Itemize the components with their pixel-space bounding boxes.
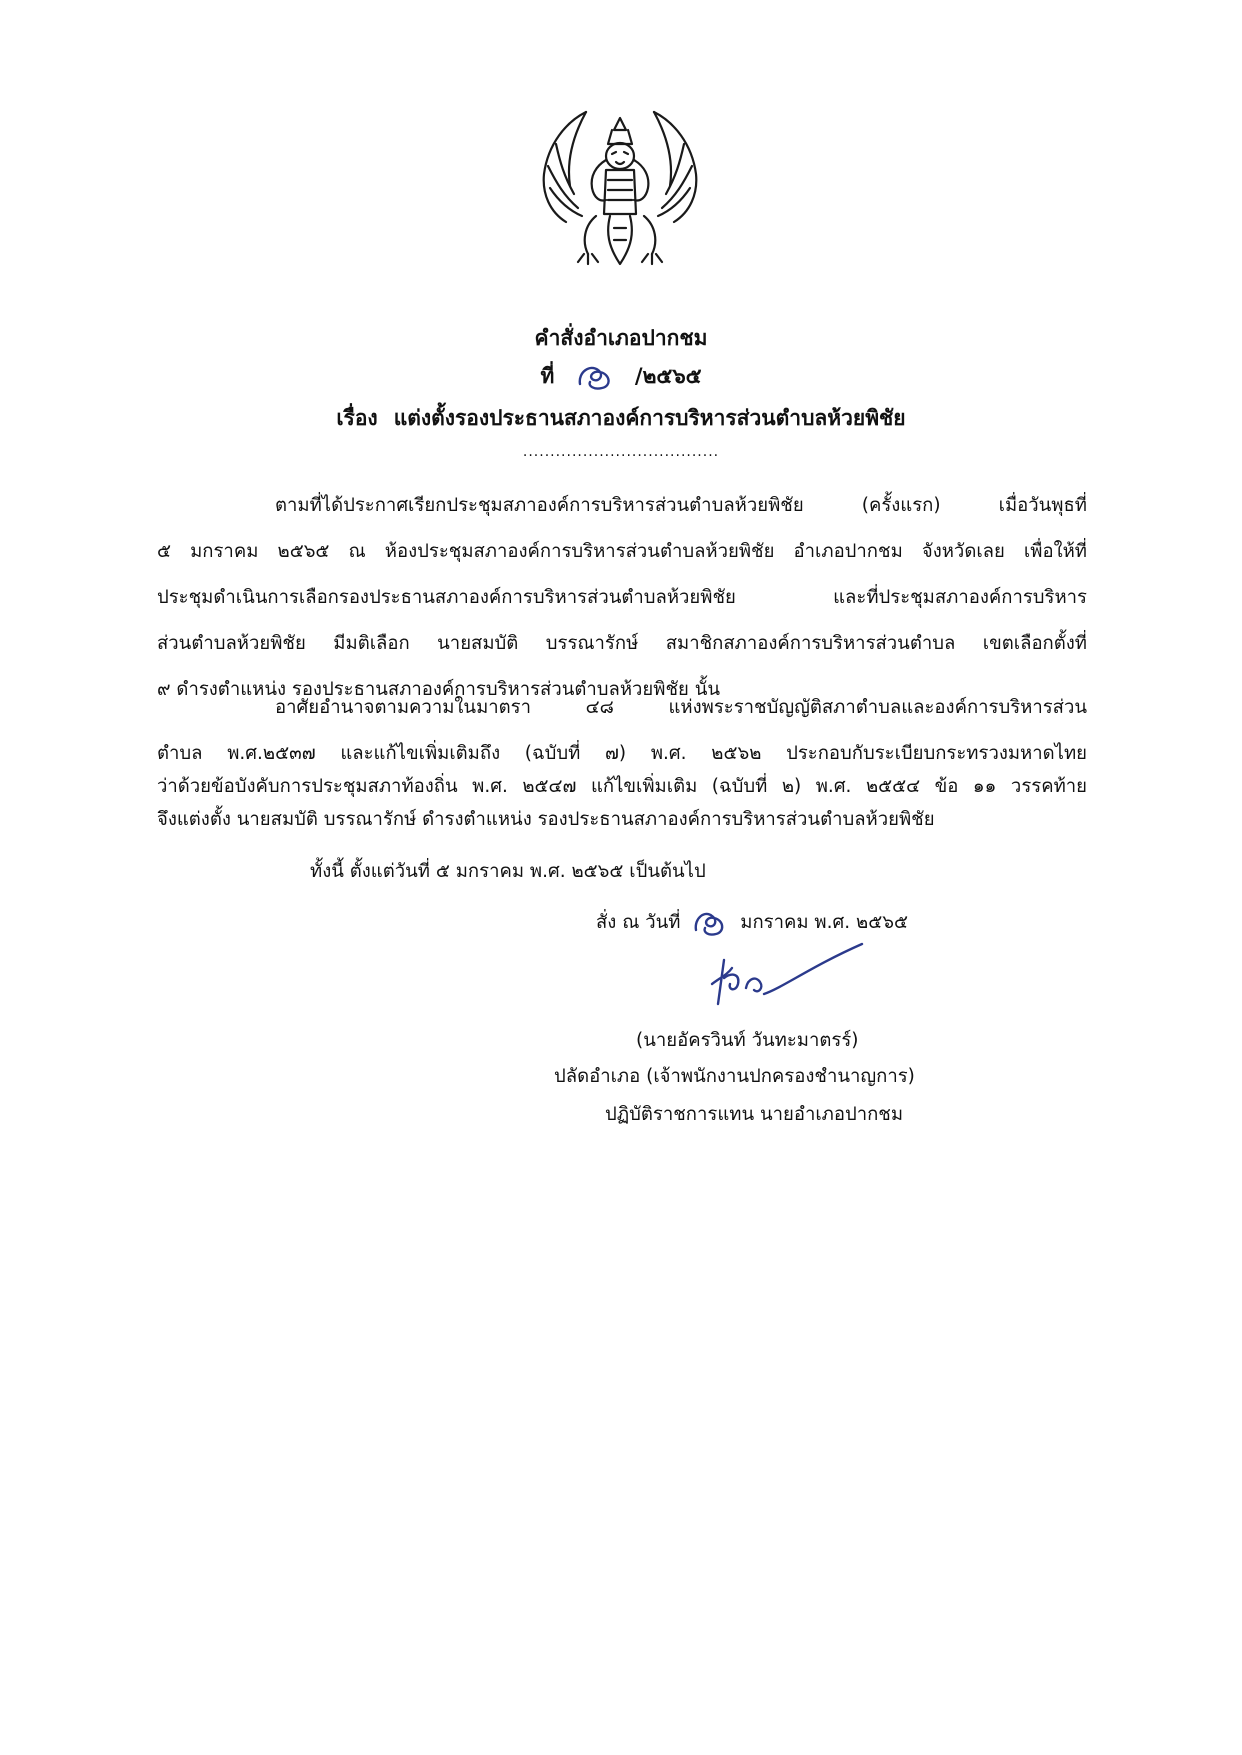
- signing-date: [596, 908, 908, 938]
- signer-position: ปลัดอำเภอ (เจ้าพนักงานปกครองชำนาญการ): [554, 1066, 915, 1087]
- order-number-label: ที่: [540, 364, 555, 388]
- paragraph2-line: อาศัยอำนาจตามความในมาตรา ๔๘ แห่งพระราชบัญญัติสภาตำบลและองค์การบริหารส่วน: [275, 697, 1087, 718]
- handwritten-signature-icon: [702, 938, 872, 1018]
- signing-date-prefix: สั่ง ณ วันที่: [596, 912, 681, 933]
- subject-line: [0, 402, 1242, 435]
- paragraph2-line: จึงแต่งตั้ง นายสมบัติ บรรณารักษ์ ดำรงตำแหน่ง รองประธานสภาองค์การบริหารส่วนตำบลห้วยพิชัย: [157, 809, 935, 830]
- document-title: คำสั่งอำเภอปากชม: [534, 326, 708, 350]
- handwritten-order-number-icon: [574, 362, 618, 392]
- paragraph2-line: ตำบล พ.ศ.๒๕๓๗ และแก้ไขเพิ่มเติมถึง (ฉบับที่ ๗) พ.ศ. ๒๕๖๒ ประกอบกับระเบียบกระทรวงมหาดไทย: [157, 743, 1087, 764]
- order-year: /๒๕๖๕: [634, 364, 702, 388]
- subject-text: แต่งตั้งรองประธานสภาองค์การบริหารส่วนตำบลห้วยพิชัย: [393, 406, 906, 430]
- subject-label: เรื่อง: [336, 406, 378, 430]
- garuda-emblem-icon: [526, 104, 714, 276]
- signing-date-rest: มกราคม พ.ศ. ๒๕๖๕: [740, 912, 908, 933]
- signer-name: (นายอัครวินท์ วันทะมาตรร์): [636, 1030, 859, 1051]
- paragraph1-line: ๙ ดำรงตำแหน่ง รองประธานสภาองค์การบริหารส่วนตำบลห้วยพิชัย นั้น: [157, 679, 721, 700]
- paragraph1-line: ส่วนตำบลห้วยพิชัย มีมติเลือก นายสมบัติ บรรณารักษ์ สมาชิกสภาองค์การบริหารส่วนตำบล เขตเลือกตั้งที่: [157, 633, 1087, 654]
- paragraph1-line: ๕ มกราคม ๒๕๖๕ ณ ห้องประชุมสภาองค์การบริหารส่วนตำบลห้วยพิชัย อำเภอปากชม จังหวัดเลย เพื่อให้ที่: [157, 541, 1087, 562]
- paragraph2-line: ว่าด้วยข้อบังคับการประชุมสภาท้องถิ่น พ.ศ. ๒๕๔๗ แก้ไขเพิ่มเติม (ฉบับที่ ๒) พ.ศ. ๒๕๕๔ ข้อ ๑๑ วรรคท้าย: [157, 776, 1087, 797]
- order-number-line: [0, 360, 1242, 393]
- signer-acting: ปฏิบัติราชการแทน นายอำเภอปากชม: [605, 1104, 904, 1125]
- paragraph1-line: ตามที่ได้ประกาศเรียกประชุมสภาองค์การบริหารส่วนตำบลห้วยพิชัย (ครั้งแรก) เมื่อวันพุธที่: [275, 495, 1087, 516]
- handwritten-day-icon: [690, 908, 730, 938]
- title-separator: ....................................: [522, 444, 720, 460]
- paragraph1-line: ประชุมดำเนินการเลือกรองประธานสภาองค์การบริหารส่วนตำบลห้วยพิชัย และที่ประชุมสภาองค์การบริหาร: [157, 587, 1087, 608]
- effective-date: ทั้งนี้ ตั้งแต่วันที่ ๕ มกราคม พ.ศ. ๒๕๖๕ เป็นต้นไป: [310, 861, 706, 882]
